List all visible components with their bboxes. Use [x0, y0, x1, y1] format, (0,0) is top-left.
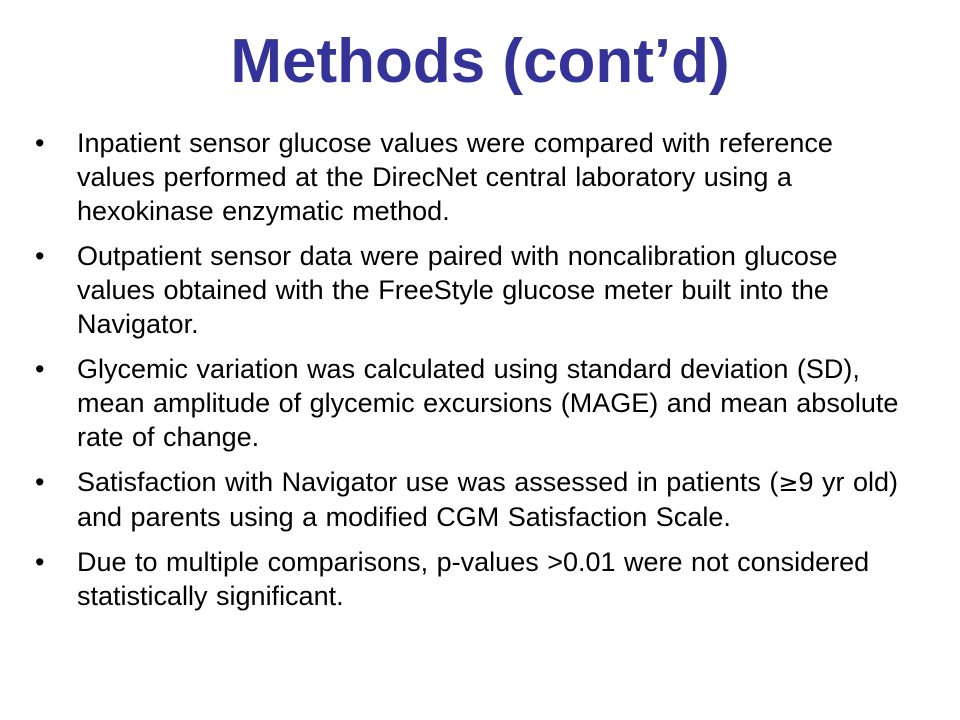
bullet-marker: • [35, 241, 45, 271]
bullet-marker: • [35, 354, 45, 384]
bullet-text: Glycemic variation was calculated using standard deviation (SD), mean amplitude of glycemic excursions (MAGE) and mean absolute rate of change. [77, 354, 899, 452]
greater-or-equal-symbol: ≥ [778, 469, 799, 497]
bullet-marker: • [35, 467, 45, 497]
bullet-item-glycemic-variation [35, 352, 915, 454]
bullet-item-multiple-comparisons [35, 545, 915, 613]
bullet-item-outpatient [35, 239, 915, 341]
bullet-text-before: Satisfaction with Navigator use was assessed in patients ( [77, 467, 779, 497]
bullet-item-satisfaction [35, 465, 915, 534]
bullet-list [35, 126, 915, 624]
bullet-text: Inpatient sensor glucose values were compared with reference values performed at the DirecNet central laboratory using a hexokinase enzymatic method. [77, 128, 833, 226]
bullet-item-inpatient [35, 126, 915, 228]
slide-title: Methods (cont’d) [230, 27, 730, 96]
bullet-marker: • [35, 547, 45, 577]
bullet-text: Due to multiple comparisons, p-values >0.01 were not considered statistically significant. [77, 547, 870, 611]
bullet-marker: • [35, 128, 45, 158]
bullet-text [77, 467, 898, 532]
bullet-text: Outpatient sensor data were paired with noncalibration glucose values obtained with the FreeStyle glucose meter built into the Navigator. [77, 241, 838, 339]
bullet-text-after: 9 yr old) and parents using a modified CGM Satisfaction Scale. [77, 467, 898, 532]
